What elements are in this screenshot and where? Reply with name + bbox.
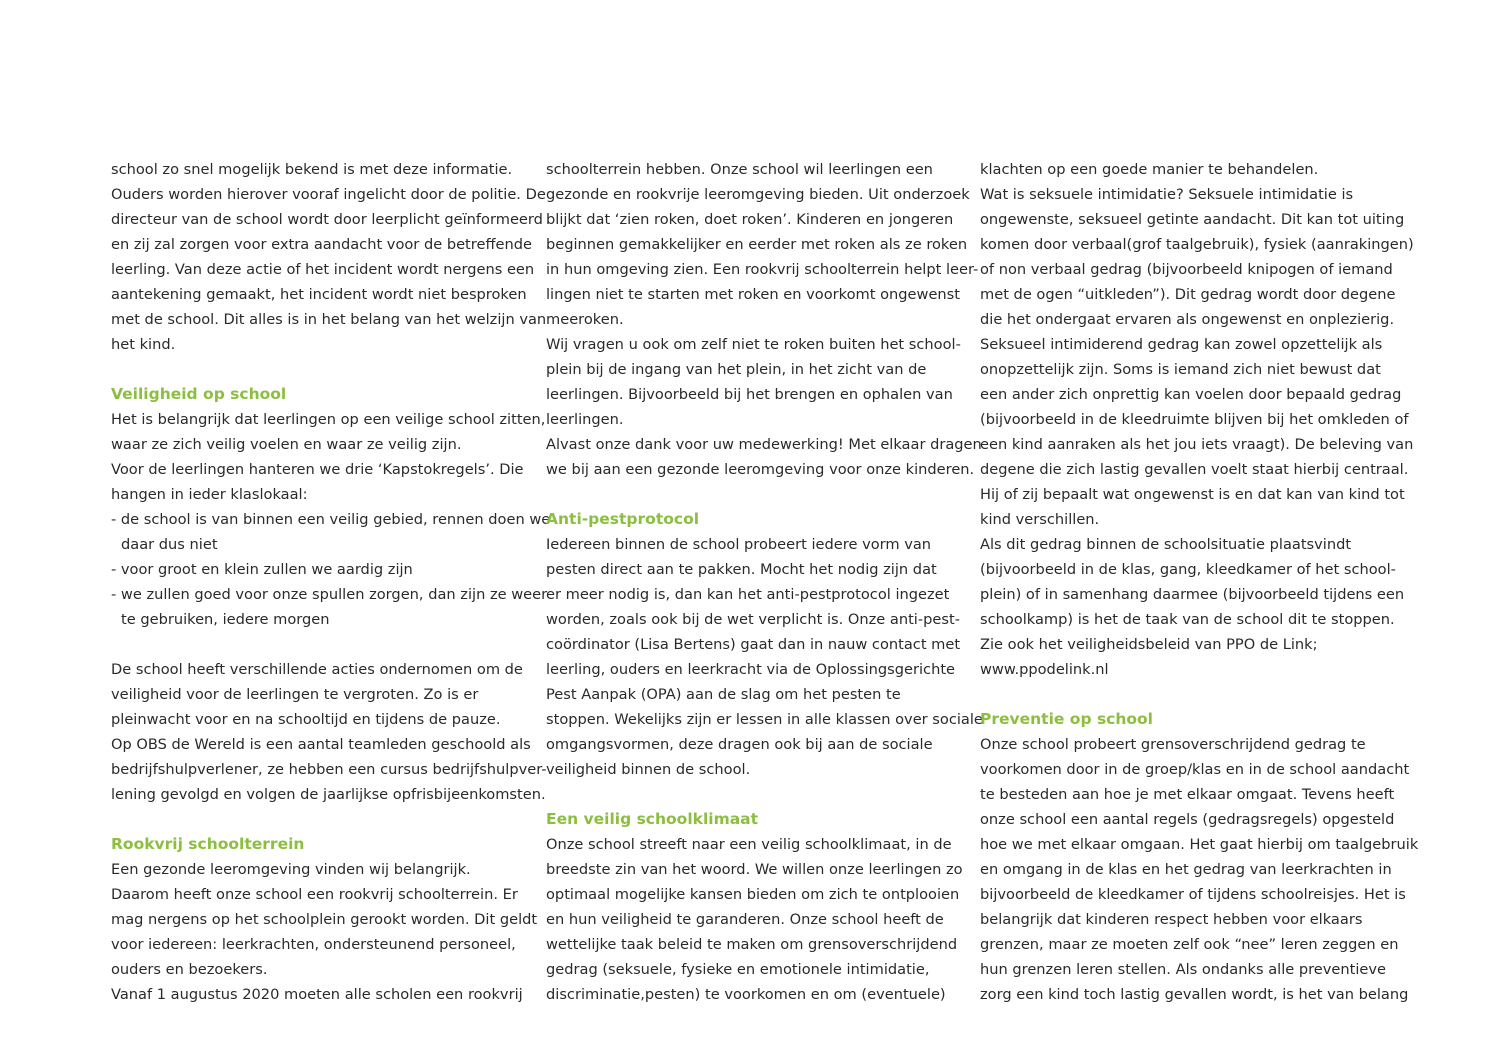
- text-line: er meer nodig is, dan kan het anti-pestprotocol ingezet: [546, 586, 950, 603]
- text-line: pesten direct aan te pakken. Mocht het nodig zijn dat: [546, 561, 937, 578]
- text-line: Daarom heeft onze school een rookvrij schoolterrein. Er: [111, 886, 518, 903]
- text-line: Alvast onze dank voor uw medewerking! Met elkaar dragen: [546, 436, 982, 453]
- text-line: coördinator (Lisa Bertens) gaat dan in nauw contact met: [546, 636, 961, 653]
- text-line: te gebruiken, iedere morgen: [121, 611, 330, 628]
- text-line: en omgang in de klas en het gedrag van leerkrachten in: [980, 861, 1392, 878]
- text-line: discriminatie,pesten) te voorkomen en om (eventuele): [546, 986, 946, 1003]
- text-line: met de school. Dit alles is in het belang van het welzijn van: [111, 311, 547, 328]
- text-line: blijkt dat ‘zien roken, doet roken’. Kinderen en jongeren: [546, 211, 954, 228]
- text-line: belangrijk dat kinderen respect hebben voor elkaars: [980, 911, 1363, 928]
- text-line: het kind.: [111, 336, 176, 353]
- section-heading: Veiligheid op school: [111, 385, 287, 403]
- text-line: - de school is van binnen een veilig gebied, rennen doen we: [111, 511, 551, 528]
- text-line: Wij vragen u ook om zelf niet te roken buiten het school-: [546, 336, 961, 353]
- text-line: Pest Aanpak (OPA) aan de slag om het pesten te: [546, 686, 901, 703]
- text-line: Seksueel intimiderend gedrag kan zowel opzettelijk als: [980, 336, 1383, 353]
- text-line: breedste zin van het woord. We willen onze leerlingen zo: [546, 861, 963, 878]
- blank-line: [111, 357, 531, 382]
- text-line: beginnen gemakkelijker en eerder met roken als ze roken: [546, 236, 968, 253]
- text-line: die het ondergaat ervaren als ongewenst en onplezierig.: [980, 311, 1395, 328]
- text-line: komen door verbaal(grof taalgebruik), fysiek (aanrakingen): [980, 236, 1414, 253]
- text-line: we bij aan een gezonde leeromgeving voor onze kinderen.: [546, 461, 975, 478]
- text-line: Het is belangrijk dat leerlingen op een veilige school zitten,: [111, 411, 546, 428]
- text-line: een ander zich onprettig kan voelen door bepaald gedrag: [980, 386, 1402, 403]
- text-line: plein bij de ingang van het plein, in het zicht van de: [546, 361, 927, 378]
- text-line: Hij of zij bepaalt wat ongewenst is en dat kan van kind tot: [980, 486, 1405, 503]
- text-line: hangen in ieder klaslokaal:: [111, 486, 308, 503]
- text-line: zorg een kind toch lastig gevallen wordt, is het van belang: [980, 986, 1409, 1003]
- text-line: (bijvoorbeeld in de kleedruimte blijven bij het omkleden of: [980, 411, 1409, 428]
- text-line: veiligheid binnen de school.: [546, 761, 751, 778]
- text-line: aantekening gemaakt, het incident wordt niet besproken: [111, 286, 527, 303]
- text-line: hun grenzen leren stellen. Als ondanks alle preventieve: [980, 961, 1387, 978]
- text-line: ongewenste, seksueel getinte aandacht. Dit kan tot uiting: [980, 211, 1405, 228]
- text-line: Iedereen binnen de school probeert iedere vorm van: [546, 536, 932, 553]
- text-line: voor iedereen: leerkrachten, ondersteunend personeel,: [111, 936, 516, 953]
- text-line: lening gevolgd en volgen de jaarlijkse opfrisbijeenkomsten.: [111, 786, 546, 803]
- text-line: Onze school streeft naar een veilig schoolklimaat, in de: [546, 836, 952, 853]
- text-line: leerlingen.: [546, 411, 624, 428]
- blank-line: [111, 807, 531, 832]
- blank-line: [546, 782, 966, 807]
- text-line: bijvoorbeeld de kleedkamer of tijdens schoolreisjes. Het is: [980, 886, 1406, 903]
- text-line: met de ogen “uitkleden”). Dit gedrag wordt door degene: [980, 286, 1396, 303]
- text-line: klachten op een goede manier te behandelen.: [980, 161, 1319, 178]
- text-line: Wat is seksuele intimidatie? Seksuele intimidatie is: [980, 186, 1354, 203]
- blank-line: [546, 482, 966, 507]
- section-heading: Anti-pestprotocol: [546, 510, 700, 528]
- text-line: optimaal mogelijke kansen bieden om zich te ontplooien: [546, 886, 960, 903]
- text-line: - we zullen goed voor onze spullen zorgen, dan zijn ze weer: [111, 586, 548, 603]
- text-line: school zo snel mogelijk bekend is met deze informatie.: [111, 161, 513, 178]
- column-3: [980, 157, 1419, 1007]
- column-1: [111, 157, 551, 1007]
- blank-line: [980, 682, 1400, 707]
- text-line: www.ppodelink.nl: [980, 661, 1109, 678]
- text-line: Als dit gedrag binnen de schoolsituatie plaatsvindt: [980, 536, 1352, 553]
- section-heading: Rookvrij schoolterrein: [111, 835, 305, 853]
- text-line: schoolterrein hebben. Onze school wil leerlingen een: [546, 161, 933, 178]
- text-line: De school heeft verschillende acties ondernomen om de: [111, 661, 523, 678]
- text-line: in hun omgeving zien. Een rookvrij schoolterrein helpt leer-: [546, 261, 979, 278]
- text-line: Een gezonde leeromgeving vinden wij belangrijk.: [111, 861, 471, 878]
- text-line: schoolkamp) is het de taak van de school dit te stoppen.: [980, 611, 1395, 628]
- text-line: gedrag (seksuele, fysieke en emotionele intimidatie,: [546, 961, 930, 978]
- text-line: te besteden aan hoe je met elkaar omgaat. Tevens heeft: [980, 786, 1395, 803]
- section-heading: Een veilig schoolklimaat: [546, 810, 759, 828]
- text-line: gezonde en rookvrije leeromgeving bieden. Uit onderzoek: [546, 186, 970, 203]
- text-line: (bijvoorbeeld in de klas, gang, kleedkamer of het school-: [980, 561, 1396, 578]
- text-line: plein) of in samenhang daarmee (bijvoorbeeld tijdens een: [980, 586, 1405, 603]
- text-line: Onze school probeert grensoverschrijdend gedrag te: [980, 736, 1366, 753]
- text-line: en hun veiligheid te garanderen. Onze school heeft de: [546, 911, 944, 928]
- text-line: kind verschillen.: [980, 511, 1100, 528]
- text-line: mag nergens op het schoolplein gerookt worden. Dit geldt: [111, 911, 538, 928]
- text-line: bedrijfshulpverlener, ze hebben een cursus bedrijfshulpver-: [111, 761, 547, 778]
- text-line: of non verbaal gedrag (bijvoorbeeld knipogen of iemand: [980, 261, 1393, 278]
- text-line: stoppen. Wekelijks zijn er lessen in alle klassen over sociale: [546, 711, 983, 728]
- text-line: Ouders worden hierover vooraf ingelicht door de politie. De: [111, 186, 546, 203]
- text-line: leerlingen. Bijvoorbeeld bij het brengen en ophalen van: [546, 386, 953, 403]
- text-line: directeur van de school wordt door leerplicht geïnformeerd: [111, 211, 543, 228]
- text-line: Zie ook het veiligheidsbeleid van PPO de Link;: [980, 636, 1318, 653]
- section-heading: Preventie op school: [980, 710, 1153, 728]
- text-line: veiligheid voor de leerlingen te vergroten. Zo is er: [111, 686, 479, 703]
- text-line: daar dus niet: [121, 536, 218, 553]
- text-line: leerling. Van deze actie of het incident wordt nergens een: [111, 261, 535, 278]
- text-line: en zij zal zorgen voor extra aandacht voor de betreffende: [111, 236, 532, 253]
- text-line: lingen niet te starten met roken en voorkomt ongewenst: [546, 286, 960, 303]
- text-line: worden, zoals ook bij de wet verplicht is. Onze anti-pest-: [546, 611, 960, 628]
- text-line: hoe we met elkaar omgaan. Het gaat hierbij om taalgebruik: [980, 836, 1419, 853]
- text-line: onopzettelijk zijn. Soms is iemand zich niet bewust dat: [980, 361, 1381, 378]
- text-line: omgangsvormen, deze dragen ook bij aan de sociale: [546, 736, 933, 753]
- text-line: Voor de leerlingen hanteren we drie ‘Kapstokregels’. Die: [111, 461, 524, 478]
- column-2: [546, 157, 983, 1007]
- text-line: onze school een aantal regels (gedragsregels) opgesteld: [980, 811, 1395, 828]
- text-line: een kind aanraken als het jou iets vraagt). De beleving van: [980, 436, 1414, 453]
- text-line: degene die zich lastig gevallen voelt staat hierbij centraal.: [980, 461, 1409, 478]
- text-line: voorkomen door in de groep/klas en in de school aandacht: [980, 761, 1410, 778]
- text-line: Op OBS de Wereld is een aantal teamleden geschoold als: [111, 736, 531, 753]
- text-line: ouders en bezoekers.: [111, 961, 268, 978]
- text-line: wettelijke taak beleid te maken om grensoverschrijdend: [546, 936, 958, 953]
- text-line: grenzen, maar ze moeten zelf ook “nee” leren zeggen en: [980, 936, 1399, 953]
- text-line: pleinwacht voor en na schooltijd en tijdens de pauze.: [111, 711, 501, 728]
- blank-line: [111, 632, 531, 657]
- text-line: meeroken.: [546, 311, 624, 328]
- text-line: waar ze zich veilig voelen en waar ze veilig zijn.: [111, 436, 462, 453]
- text-line: Vanaf 1 augustus 2020 moeten alle scholen een rookvrij: [111, 986, 523, 1003]
- text-line: - voor groot en klein zullen we aardig zijn: [111, 561, 413, 578]
- text-line: leerling, ouders en leerkracht via de Oplossingsgerichte: [546, 661, 956, 678]
